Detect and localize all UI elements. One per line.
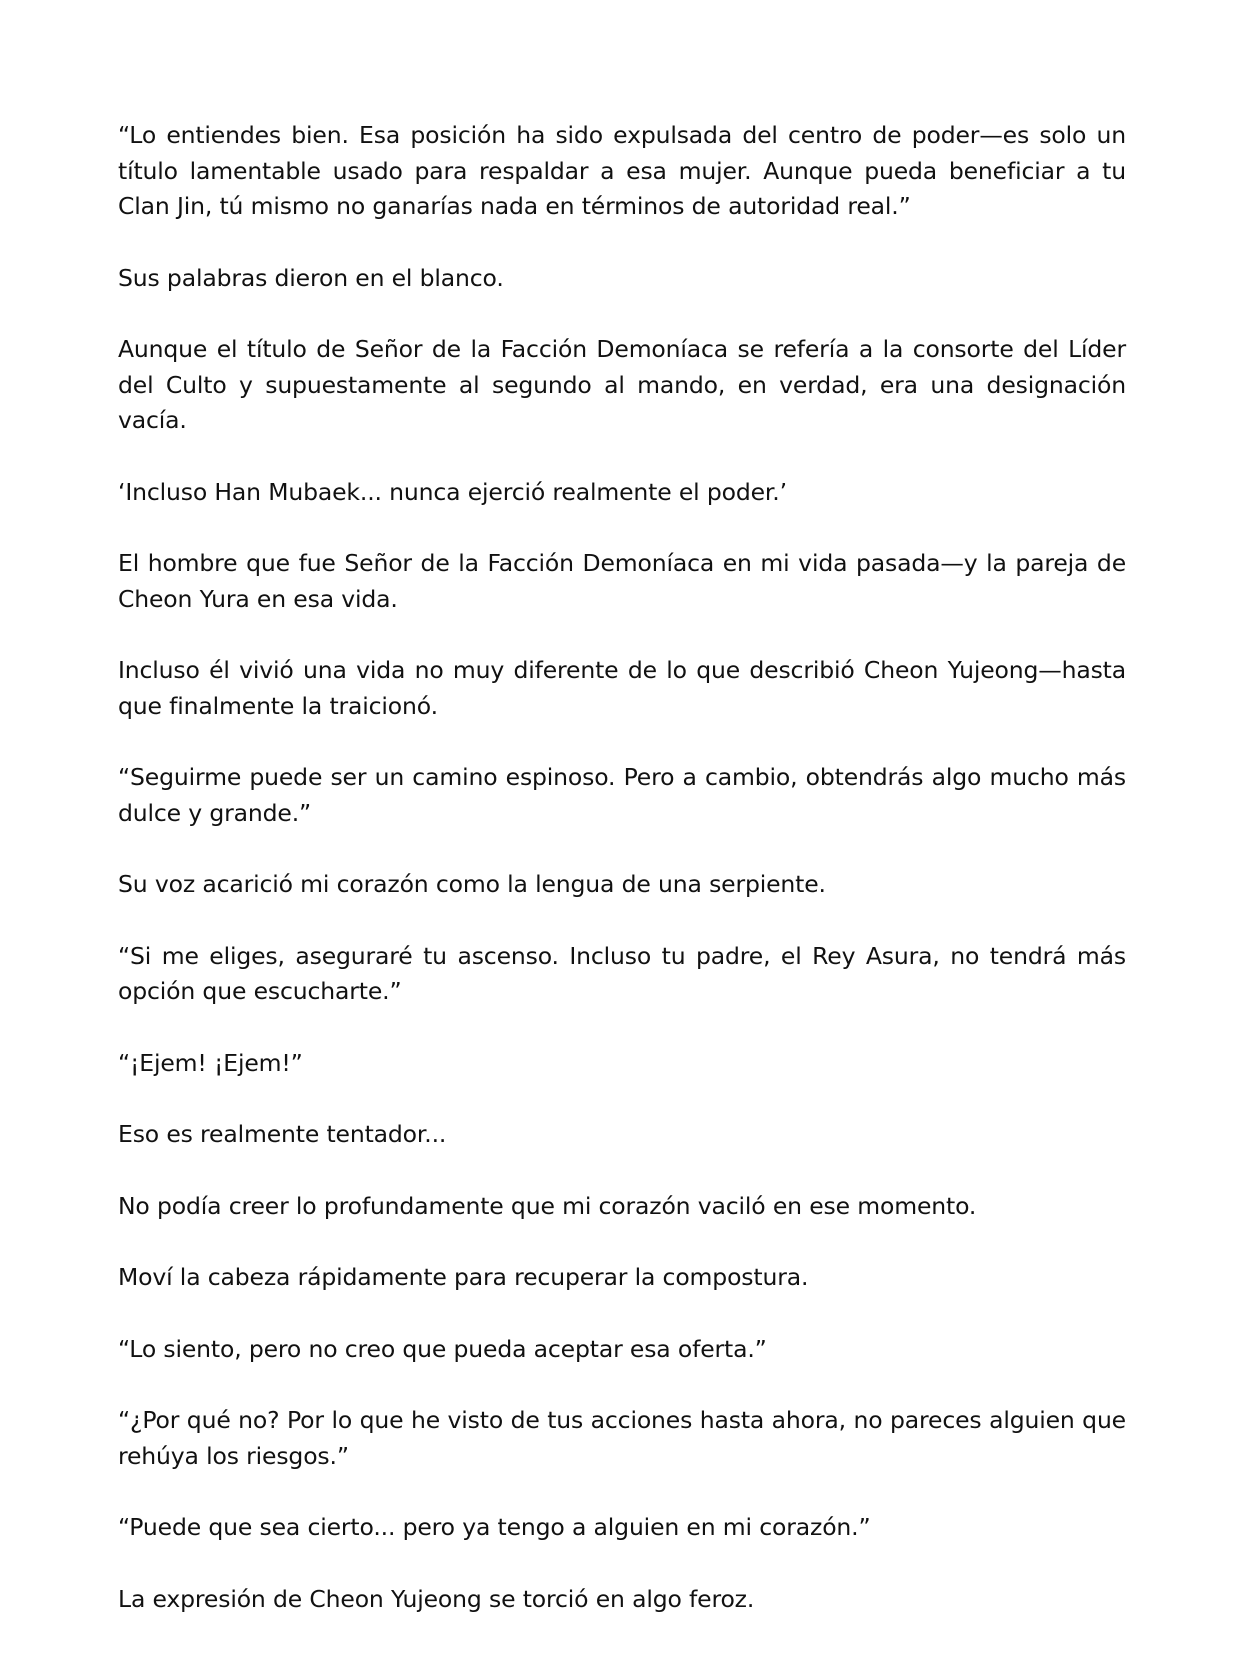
paragraph: No podía creer lo profundamente que mi corazón vaciló en ese momento. — [118, 1191, 977, 1220]
document-body — [118, 118, 1126, 1653]
paragraph: “Puede que sea cierto... pero ya tengo a alguien en mi corazón.” — [118, 1513, 871, 1541]
paragraph: Eso es realmente tentador... — [118, 1120, 447, 1148]
paragraph: “¡Ejem! ¡Ejem!” — [118, 1048, 303, 1077]
paragraph: Su voz acarició mi corazón como la lengua de una serpiente. — [118, 870, 826, 898]
paragraph: Incluso él vivió una vida no muy diferente de lo que describió Cheon Yujeong—hasta que finalmente la traicionó. — [118, 656, 1126, 720]
paragraph: Moví la cabeza rápidamente para recuperar la compostura. — [118, 1263, 809, 1291]
paragraph: “Lo siento, pero no creo que pueda aceptar esa oferta.” — [118, 1334, 767, 1363]
paragraph: Sus palabras dieron en el blanco. — [118, 263, 504, 292]
paragraph: ‘Incluso Han Mubaek... nunca ejerció realmente el poder.’ — [118, 477, 787, 506]
paragraph: La expresión de Cheon Yujeong se torció en algo feroz. — [118, 1584, 755, 1613]
paragraph: “¿Por qué no? Por lo que he visto de tus acciones hasta ahora, no pareces alguien que rehúya los riesgos.” — [118, 1406, 1126, 1470]
paragraph: “Lo entiendes bien. Esa posición ha sido expulsada del centro de poder—es solo un título lamentable usado para respaldar a esa mujer. Aunque pueda beneficiar a tu Clan Jin, tú mismo no ganarías nada en términos de autoridad real.” — [118, 121, 1126, 220]
paragraph: “Seguirme puede ser un camino espinoso. Pero a cambio, obtendrás algo mucho más dulce y grande.” — [118, 763, 1126, 827]
paragraph: El hombre que fue Señor de la Facción Demoníaca en mi vida pasada—y la pareja de Cheon Yura en esa vida. — [118, 549, 1126, 613]
paragraph: “Si me eliges, aseguraré tu ascenso. Incluso tu padre, el Rey Asura, no tendrá más opción que escucharte.” — [118, 941, 1126, 1005]
paragraph: Aunque el título de Señor de la Facción Demoníaca se refería a la consorte del Líder del Culto y supuestamente al segundo al mando, en verdad, era una designación vacía. — [118, 335, 1126, 434]
